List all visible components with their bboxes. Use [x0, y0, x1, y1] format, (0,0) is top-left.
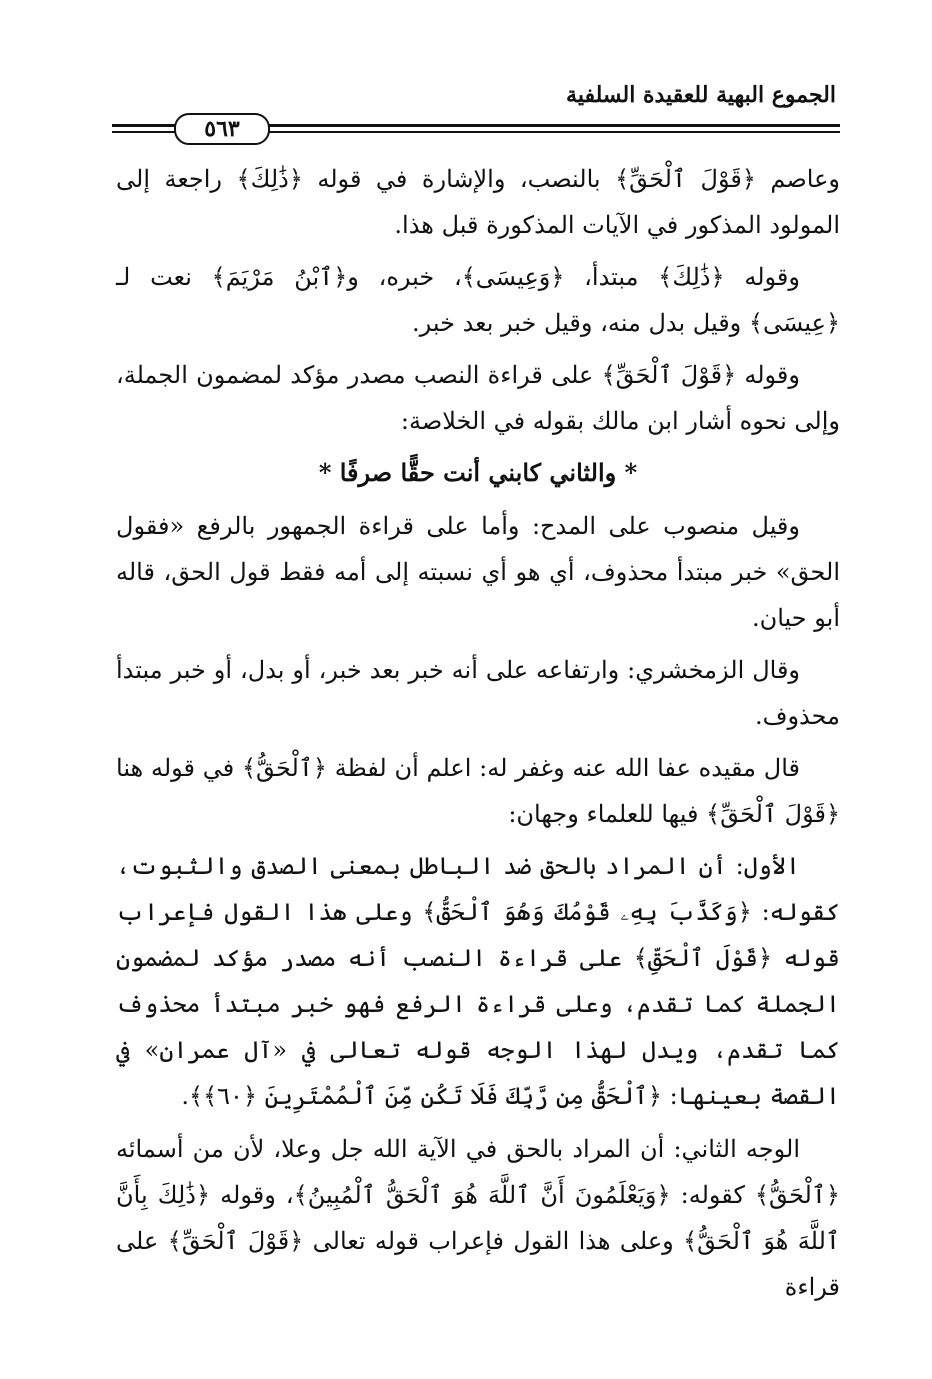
running-title: الجموع البهية للعقيدة السلفية — [566, 82, 836, 108]
paragraph: وقيل منصوب على المدح: وأما على قراءة الجمهور بالرفع «فقول الحق» خبر مبتدأ محذوف، أي هو أي نسبته إلى أمه فقط قول الحق، قاله أبو حيان. — [116, 511, 840, 632]
page-header — [112, 82, 840, 142]
paragraph: وقال الزمخشري: وارتفاعه على أنه خبر بعد خبر، أو بدل، أو خبر مبتدأ محذوف. — [116, 655, 840, 730]
paragraph: الوجه الثاني: أن المراد بالحق في الآية الله جل وعلا، لأن من أسمائه ﴿ٱلْحَقُّ﴾ كقوله: ﴿وَيَعْلَمُونَ أَنَّ ٱللَّهَ هُوَ ٱلْحَقُّ ٱلْمُبِينُ﴾، وقوله ﴿ذَٰلِكَ بِأَنَّ ٱللَّهَ هُوَ ٱلْحَقُّ﴾ وعلى هذا القول فإعراب قوله تعالى ﴿قَوْلَ ٱلْحَقِّ﴾ على قراءة — [116, 1134, 840, 1301]
paragraph: وعاصم ﴿قَوْلَ ٱلْحَقِّ﴾ بالنصب، والإشارة في قوله ﴿ذَٰلِكَ﴾ راجعة إلى المولود المذكور في الآيات المذكورة قبل هذا. — [116, 165, 840, 240]
paragraph: الأول: أن المراد بالحق ضد الباطل بمعنى الصدق والثبوت، كقوله: ﴿وَكَذَّبَ بِهِۦ قَوْمُكَ وَهُوَ ٱلْحَقُّ﴾ وعلى هذا القول فإعراب قوله ﴿قَوْلَ ٱلْحَقِّ﴾ على قراءة النصب أنه مصدر مؤكد لمضمون الجملة كما تقدم، وعلى قراءة الرفع فهو خبر مبتدأ محذوف كما تقدم، ويدل لهذا الوجه قوله تعالى في «آل عمران» في القصة بعينها: ﴿ٱلْحَقُّ مِن رَّبِّكَ فَلَا تَكُن مِّنَ ٱلْمُمْتَرِينَ ﴿٦٠﴾﴾. — [116, 852, 840, 1111]
page-number-badge: ٥٦٣ — [174, 113, 270, 145]
paragraph: وقوله ﴿ذَٰلِكَ﴾ مبتدأ، ﴿وَعِيسَى﴾، خبره، و﴿ٱبْنُ مَرْيَمَ﴾ نعت لـ ﴿عِيسَى﴾ وقيل بدل منه، وقيل خبر بعد خبر. — [116, 263, 840, 338]
paragraph: وقوله ﴿قَوْلَ ٱلْحَقِّ﴾ على قراءة النصب مصدر مؤكد لمضمون الجملة، وإلى نحوه أشار ابن مالك بقوله في الخلاصة: — [116, 361, 840, 436]
page-body — [116, 156, 840, 1316]
poetry-verse: * والثاني كابني أنت حقًّا صرفًا * — [318, 458, 638, 488]
paragraph: قال مقيده عفا الله عنه وغفر له: اعلم أن لفظة ﴿ٱلْحَقُّ﴾ في قوله هنا ﴿قَوْلَ ٱلْحَقِّ﴾ فيها للعلماء وجهان: — [116, 753, 840, 829]
